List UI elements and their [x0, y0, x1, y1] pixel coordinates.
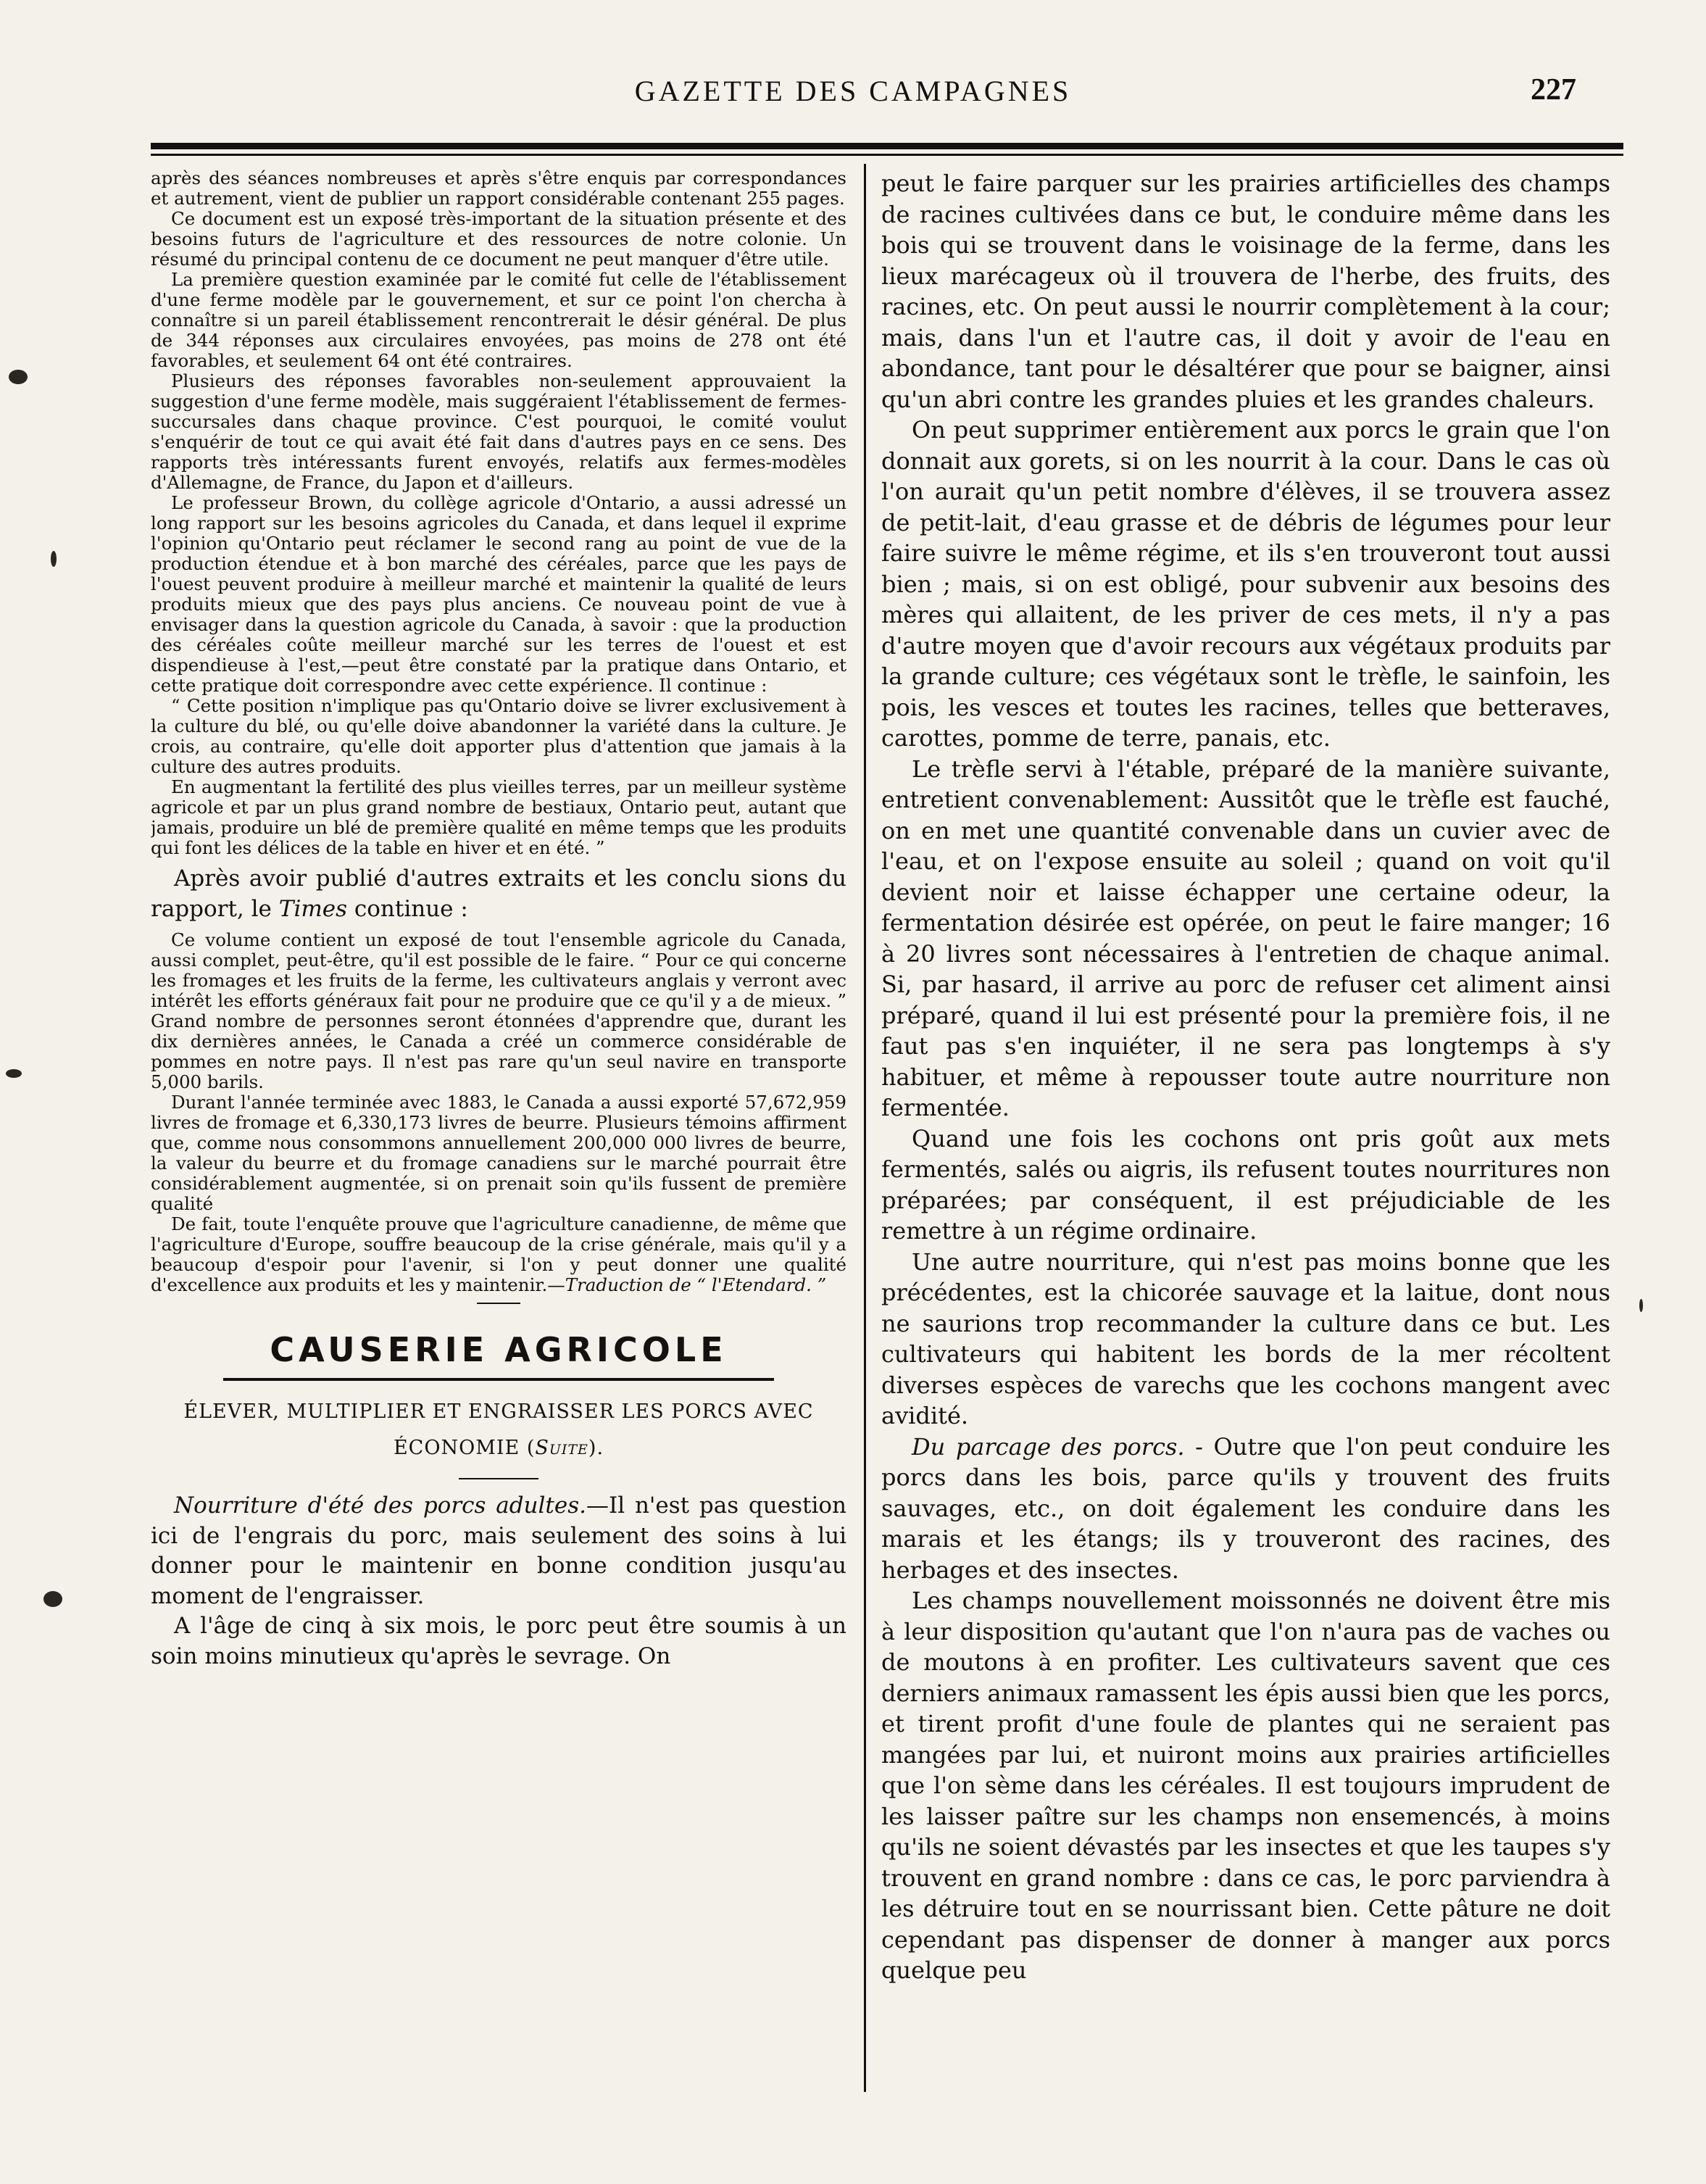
- scan-speck: [6, 1069, 22, 1078]
- scan-speck: [1639, 1299, 1643, 1312]
- report-article-continued: [151, 930, 846, 1295]
- subtitle-line: [151, 1430, 846, 1466]
- causerie-article: [151, 1491, 846, 1672]
- article-paragraph: La première question examinée par le comité fut celle de l'établissement d'une ferme modèle par le gouvernement, et sur ce point l'on chercha à connaître si un pareil établissement rencontrerait le désir général. De plus de 344 réponses aux circulaires envoyées, pas moins de 278 ont été favorables, et seulement 64 ont été contraires.: [151, 269, 846, 371]
- section-title: CAUSERIE AGRICOLE: [270, 1330, 728, 1369]
- section-separator: [477, 1303, 520, 1304]
- quote-paragraph: En augmentant la fertilité des plus vieilles terres, par un meilleur système agricole et par un plus grand nombre de bestiaux, Ontario peut, autant que jamais, produire un blé de première qualité en même temps que les produits qui font les délices de la table en hiver et en été. ”: [151, 776, 846, 858]
- section-subtitle: [151, 1394, 846, 1466]
- paragraph-heading: Du parcage des porcs.: [912, 1432, 1185, 1461]
- header-rule-thin: [151, 154, 1623, 156]
- header-rule-thick: [151, 143, 1623, 149]
- article-paragraph: Ce document est un exposé très-important de la situation présente et des besoins futurs de l'agriculture et des ressources de notre colonie. Un résumé du principal contenu de ce document ne peut manquer d'être utile.: [151, 208, 846, 270]
- page-number: 227: [1531, 73, 1576, 107]
- report-article: [151, 168, 846, 858]
- scan-speck: [9, 370, 28, 384]
- causerie-paragraph: Le trèfle servi à l'étable, préparé de la manière suivante, entretient convenablement: Aussitôt que le trèfle est fauché, on en met une quantité convenable dans un cuvier avec de l'eau, et on l'expose ensuite au soleil ; quand on voit qu'il devient noir et laisse échapper une certaine odeur, la fermentation désirée est opérée, on peut le faire manger; 16 à 20 livres sont nécessaires à l'entretien de chaque animal. Si, par hasard, il arrive au porc de refuser cet aliment ainsi préparé, quand il lui est présenté pour la première fois, il ne faut pas s'en inquiéter, il ne sera pas longtemps à s'y habituer, et même à repousser toute autre nourriture non fermentée.: [881, 755, 1610, 1121]
- scan-speck: [51, 551, 57, 567]
- subtitle-text-end: ).: [588, 1437, 604, 1459]
- running-header: GAZETTE DES CAMPAGNES: [634, 75, 1072, 107]
- causerie-paragraph: peut le faire parquer sur les prairies artificielles des champs de racines cultivées dans ce but, le conduire même dans les bois qui se trouvent dans le voisinage de la ferme, dans les lieux marécageux où il trouvera de l'herbe, des fruits, des racines, etc. On peut aussi le nourrir complètement à la cour; mais, dans l'un et l'autre cas, il doit y avoir de l'eau en abondance, tant pour le désaltérer que pour se baigner, ainsi qu'un abri contre les grandes pluies et les grandes chaleurs.: [881, 170, 1610, 413]
- subtitle-text: ÉCONOMIE (: [393, 1437, 536, 1459]
- paragraph-heading: Nourriture d'été des porcs adultes.: [174, 1492, 586, 1519]
- article-text: De fait, toute l'enquête prouve que l'agriculture canadienne, de même que l'agriculture d'Europe, souffre beaucoup de la crise générale, mais qu'il y a beaucoup d'espoir pour l'avenir, si l'on y peut donner une qualité d'excellence aux produits et les y maintenir.—: [151, 1213, 846, 1295]
- times-name: Times: [278, 895, 348, 922]
- article-paragraph: Durant l'année terminée avec 1883, le Canada a aussi exporté 57,672,959 livres de fromage et 6,330,173 livres de beurre. Plusieurs témoins affirment que, comme nous consommons annuellement 200,000 000 livres de beurre, la valeur du beurre et du fromage canadiens sur le marché pourrait être considérablement augmentée, si on prenait soin qu'ils fussent de première qualité: [151, 1092, 846, 1214]
- transition-text-end: continue :: [354, 895, 468, 922]
- article-paragraph: Le professeur Brown, du collège agricole d'Ontario, a aussi adressé un long rapport sur les besoins agricoles du Canada, et dans lequel il exprime l'opinion qu'Ontario peut réclamer le second rang au point de vue de la production étendue et à bon marché des céréales, parce que les pays de l'ouest peuvent produire à meilleur marché et maintenir la qualité de leurs produits mieux que des pays plus anciens. Ce nouveau point de vue à envisager dans la question agricole du Canada, à savoir : que la production des céréales coûte meilleur marché sur les terres de l'ouest et est dispendieuse à l'est,—peut être constaté par la pratique dans Ontario, et cette pratique doit correspondre avec cette expérience. Il continue :: [151, 492, 846, 696]
- left-column: [151, 168, 846, 2096]
- paragraph-text: —Il n'est pas question ici de l'engrais du porc, mais seulement des soins à lui donner pour le maintenir en bonne condition jusqu'au moment de l'engraisser.: [151, 1492, 846, 1609]
- article-paragraph: Plusieurs des réponses favorables non-seulement approuvaient la suggestion d'une ferme modèle, mais suggéraient l'établissement de fermes-succursales dans chaque province. C'est pourquoi, le comité voulut s'enquérir de tout ce qui avait été fait dans d'autres pays en ce sens. Des rapports très intéressants furent envoyés, relatifs aux fermes-modèles d'Allemagne, de France, du Japon et d'ailleurs.: [151, 370, 846, 493]
- article-paragraph: après des séances nombreuses et après s'être enquis par correspondances et autrement, vient de publier un rapport considérable contenant 255 pages.: [151, 168, 846, 209]
- article-paragraph: [151, 1214, 846, 1295]
- article-paragraph: Ce volume contient un exposé de tout l'ensemble agricole du Canada, aussi complet, peut-être, qu'il est possible de le faire. “ Pour ce qui concerne les fromages et les fruits de la ferme, les cultivateurs anglais y verront avec intérêt les efforts généraux fait pour ne produire que ce qu'il y a de mieux. ” Grand nombre de personnes seront étonnées d'apprendre que, durant les dix dernières années, le Canada a créé un commerce considérable de pommes en notre pays. Il n'est pas rare qu'un seul navire en transporte 5,000 barils.: [151, 929, 846, 1092]
- subtitle-line: ÉLEVER, MULTIPLIER ET ENGRAISSER LES PORCS AVEC: [183, 1400, 814, 1423]
- causerie-paragraph: [151, 1491, 846, 1611]
- transition-paragraph: [151, 864, 846, 924]
- right-column: [881, 168, 1610, 2096]
- article-source: Traduction de “ l'Etendard. ”: [565, 1274, 827, 1295]
- section-title-rule: [223, 1378, 774, 1381]
- subtitle-suite: Suite: [535, 1437, 588, 1459]
- causerie-paragraph: A l'âge de cinq à six mois, le porc peut être soumis à un soin moins minutieux qu'après le sevrage. On: [151, 1613, 846, 1669]
- quote-paragraph: “ Cette position n'implique pas qu'Ontario doive se livrer exclusivement à la culture du blé, ou qu'elle doive abandonner la variété dans la culture. Je crois, au contraire, qu'elle doit apporter plus d'attention que jamais à la culture des autres produits.: [151, 695, 846, 777]
- transition-paragraph-block: [151, 864, 846, 924]
- transition-text: Après avoir publié d'autres extraits et les conclu sions du rapport, le: [151, 865, 846, 922]
- quotation: [151, 696, 846, 858]
- scan-speck: [43, 1591, 62, 1607]
- causerie-paragraph: [881, 1432, 1610, 1586]
- paragraph-text: - Outre que l'on peut conduire les porcs dans les bois, parce qu'ils y trouvent des fruits sauvages, etc., on doit également les conduire dans les marais et les étangs; ils y trouveront des racines, des herbages et des insectes.: [881, 1432, 1610, 1584]
- subtitle-separator: [459, 1478, 538, 1479]
- column-divider: [864, 164, 866, 2092]
- causerie-paragraph: Une autre nourriture, qui n'est pas moins bonne que les précédentes, est la chicorée sauvage et la laitue, dont nous ne saurions trop recommander la culture dans ce but. Les cultivateurs qui habitent les bords de la mer récoltent diverses espèces de varechs que les cochons mangent avec avidité.: [881, 1247, 1610, 1429]
- causerie-paragraph: Les champs nouvellement moissonnés ne doivent être mis à leur disposition qu'autant que l'on n'aura pas de vaches ou de moutons à en profiter. Les cultivateurs savent que ces derniers animaux ramassent les épis aussi bien que les porcs, et tirent profit d'une foule de plantes qui ne seraient pas mangées par lui, et nuiront moins aux prairies artificielles que l'on sème dans les céréales. Il est toujours imprudent de les laisser paître sur les champs non ensemencés, à moins qu'ils ne soient dévastés par les insectes et que les taupes s'y trouvent en grand nombre : dans ce cas, le porc parviendra à les détruire tout en se nourrissant bien. Cette pâture ne doit cependant pas dispenser de donner à manger aux porcs quelque peu: [881, 1587, 1610, 1984]
- causerie-paragraph: On peut supprimer entièrement aux porcs le grain que l'on donnait aux gorets, si on les nourrit à la cour. Dans le cas où l'on aurait qu'un petit nombre d'élèves, il se trouvera assez de petit-lait, d'eau grasse et de débris de légumes pour leur faire suivre le même régime, et ils s'en trouveront tout aussi bien ; mais, si on est obligé, pour subvenir aux besoins des mères qui allaitent, de les priver de ces mets, il n'y a pas d'autre moyen que d'avoir recours aux végétaux produits par la grande culture; ces végétaux sont le trèfle, le sainfoin, les pois, les vesces et toutes les racines, telles que betteraves, carottes, pomme de terre, panais, etc.: [881, 416, 1610, 752]
- causerie-paragraph: Quand une fois les cochons ont pris goût aux mets fermentés, salés ou aigris, ils refusent toutes nourritures non préparées; par conséquent, il est préjudiciable de les remettre à un régime ordinaire.: [881, 1124, 1610, 1245]
